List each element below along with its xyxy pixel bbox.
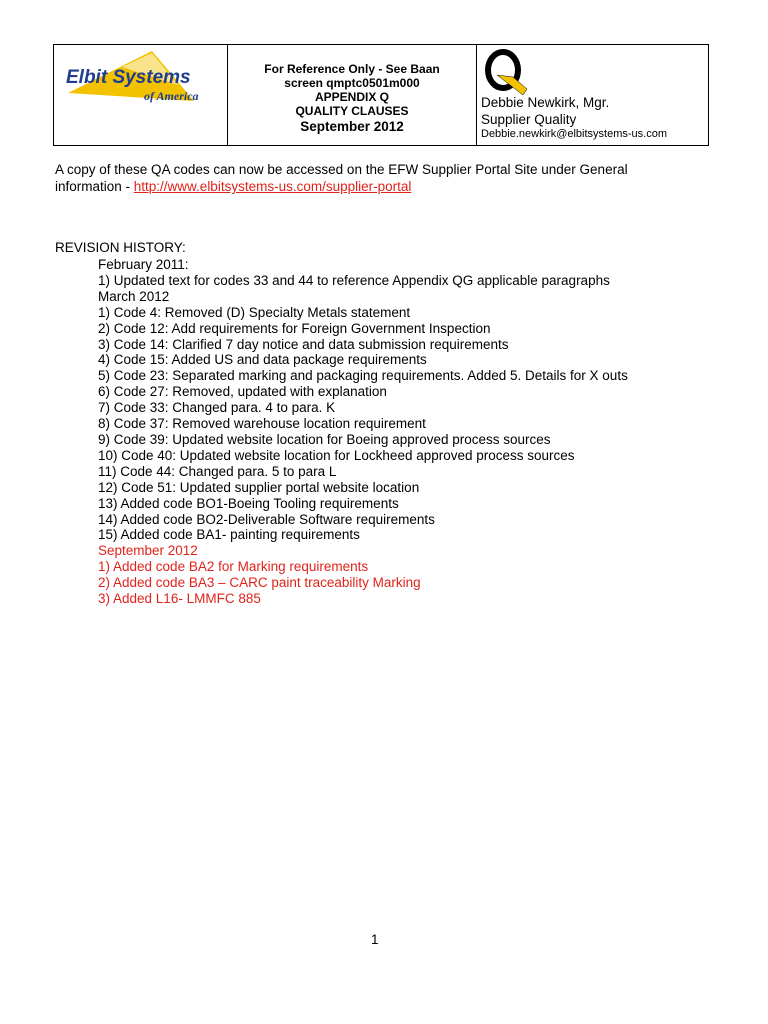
title-cell [228, 45, 477, 145]
revision-line: 6) Code 27: Removed, updated with explanation [98, 384, 387, 400]
quality-q-icon [483, 49, 529, 97]
page-number: 1 [371, 932, 379, 947]
title-line-reference: For Reference Only - See Baan [264, 61, 440, 76]
logo-tagline-text: of America [144, 89, 199, 103]
revision-line: 1) Updated text for codes 33 and 44 to reference Appendix QG applicable paragraphs [98, 272, 610, 288]
logo-cell [54, 45, 228, 145]
revision-history-title: REVISION HISTORY: [55, 240, 186, 255]
revision-history-list [98, 257, 718, 607]
title-line-quality-clauses: QUALITY CLAUSES [295, 103, 409, 118]
revision-line: 1) Added code BA2 for Marking requirements [98, 559, 369, 575]
revision-line: 7) Code 33: Changed para. 4 to para. K [98, 400, 336, 416]
contact-email[interactable]: Debbie.newkirk@elbitsystems-us.com [481, 128, 668, 140]
contact-cell [477, 45, 708, 145]
revision-line: 9) Code 39: Updated website location for Boeing approved process sources [98, 431, 551, 447]
revision-line: 2) Code 12: Add requirements for Foreign Government Inspection [98, 320, 491, 336]
intro-text-line-1: A copy of these QA codes can now be accessed on the EFW Supplier Portal Site under General [55, 162, 628, 177]
supplier-portal-link[interactable]: http://www.elbitsystems-us.com/supplier-portal [133, 179, 412, 194]
revision-line: 13) Added code BO1-Boeing Tooling requirements [98, 495, 399, 511]
revision-line: September 2012 [98, 543, 198, 559]
revision-line: 3) Code 14: Clarified 7 day notice and data submission requirements [98, 336, 509, 352]
intro-text-line-2 [55, 178, 715, 195]
revision-line: February 2011: [98, 257, 189, 272]
title-line-date: September 2012 [300, 118, 404, 134]
revision-line: 11) Code 44: Changed para. 5 to para L [98, 463, 337, 479]
title-line-appendix: APPENDIX Q [314, 89, 389, 104]
revision-line: 1) Code 4: Removed (D) Specialty Metals statement [98, 304, 411, 320]
revision-line: 8) Code 37: Removed warehouse location requirement [98, 416, 426, 432]
revision-line: 12) Code 51: Updated supplier portal website location [98, 479, 420, 495]
document-header-table [53, 44, 709, 146]
logo-brand-text: Elbit Systems [66, 67, 191, 88]
revision-line: 5) Code 23: Separated marking and packaging requirements. Added 5. Details for X outs [98, 368, 628, 384]
revision-line: 2) Added code BA3 – CARC paint traceability Marking [98, 575, 421, 591]
contact-department: Supplier Quality [481, 112, 577, 127]
contact-name: Debbie Newkirk, Mgr. [481, 95, 610, 110]
title-line-screen: screen qmptc0501m000 [284, 75, 420, 90]
revision-line: 15) Added code BA1- painting requirements [98, 527, 360, 543]
revision-line: 4) Code 15: Added US and data package requirements [98, 352, 427, 368]
revision-line: 14) Added code BO2-Deliverable Software requirements [98, 511, 435, 527]
revision-line: 10) Code 40: Updated website location for Lockheed approved process sources [98, 447, 575, 463]
elbit-systems-logo [62, 49, 222, 109]
revision-line: 3) Added L16- LMMFC 885 [98, 591, 261, 607]
intro-text-prefix: information - [55, 179, 134, 194]
revision-line: March 2012 [98, 288, 170, 304]
intro-paragraph [55, 161, 715, 195]
